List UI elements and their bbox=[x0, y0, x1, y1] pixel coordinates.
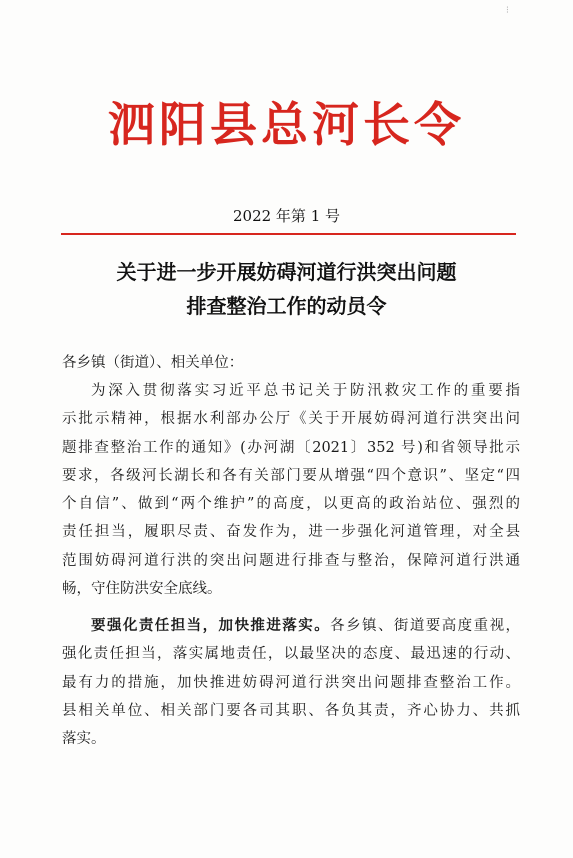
paragraph-1 bbox=[62, 377, 520, 603]
paragraph-line: 要求，各级河长湖长和各有关部门要从增强“四个意识”、坚定“四 bbox=[62, 467, 520, 484]
document-title bbox=[0, 255, 573, 323]
paragraph-line: 个自信”、做到“两个维护”的高度，以更高的政治站位、强烈的 bbox=[62, 496, 520, 513]
paragraph-line: 题排查整治工作的通知》(办河湖〔2021〕352 号)和省领导批示 bbox=[62, 439, 520, 456]
paragraph-line: 畅，守住防洪安全底线。 bbox=[62, 581, 222, 598]
title-line-1: 关于进一步开展妨碍河道行洪突出问题 bbox=[116, 260, 457, 284]
masthead-title: 泗阳县总河长令 bbox=[108, 98, 465, 153]
paragraph-line: 责任担当，履职尽责、奋发作为，进一步强化河道管理，对全县 bbox=[62, 524, 520, 541]
addressee: 各乡镇（街道）、相关单位： bbox=[62, 355, 244, 371]
corner-mark: ⁝ bbox=[505, 5, 509, 16]
paragraph-line: 示批示精神，根据水利部办公厅《关于开展妨碍河道行洪突出问 bbox=[62, 411, 520, 428]
title-line-2: 排查整治工作的动员令 bbox=[186, 294, 387, 318]
paragraph-line: 强化责任担当，落实属地责任，以最坚决的态度、最迅速的行动、 bbox=[62, 646, 520, 663]
paragraph-line: 范围妨碍河道行洪的突出问题进行排查与整治，保障河道行洪通 bbox=[62, 552, 520, 569]
document-number: 2022 年第 1 号 bbox=[232, 207, 341, 225]
paragraph-line: 县相关单位、相关部门要各司其职、各负其责，齐心协力、共抓 bbox=[62, 702, 520, 719]
paragraph-2 bbox=[62, 612, 520, 753]
paragraph-line: 落实。 bbox=[62, 731, 106, 748]
paragraph-line bbox=[62, 612, 520, 640]
red-divider-line bbox=[61, 233, 516, 235]
paragraph-line-rest: 各乡镇、街道要高度重视， bbox=[330, 618, 520, 634]
paragraph-bold-lead: 要强化责任担当，加快推进落实。 bbox=[91, 617, 331, 634]
paragraph-line: 最有力的措施，加快推进妨碍河道行洪突出问题排查整治工作。 bbox=[62, 674, 520, 691]
paragraph-line: 为深入贯彻落实习近平总书记关于防汛救灾工作的重要指 bbox=[91, 383, 520, 399]
